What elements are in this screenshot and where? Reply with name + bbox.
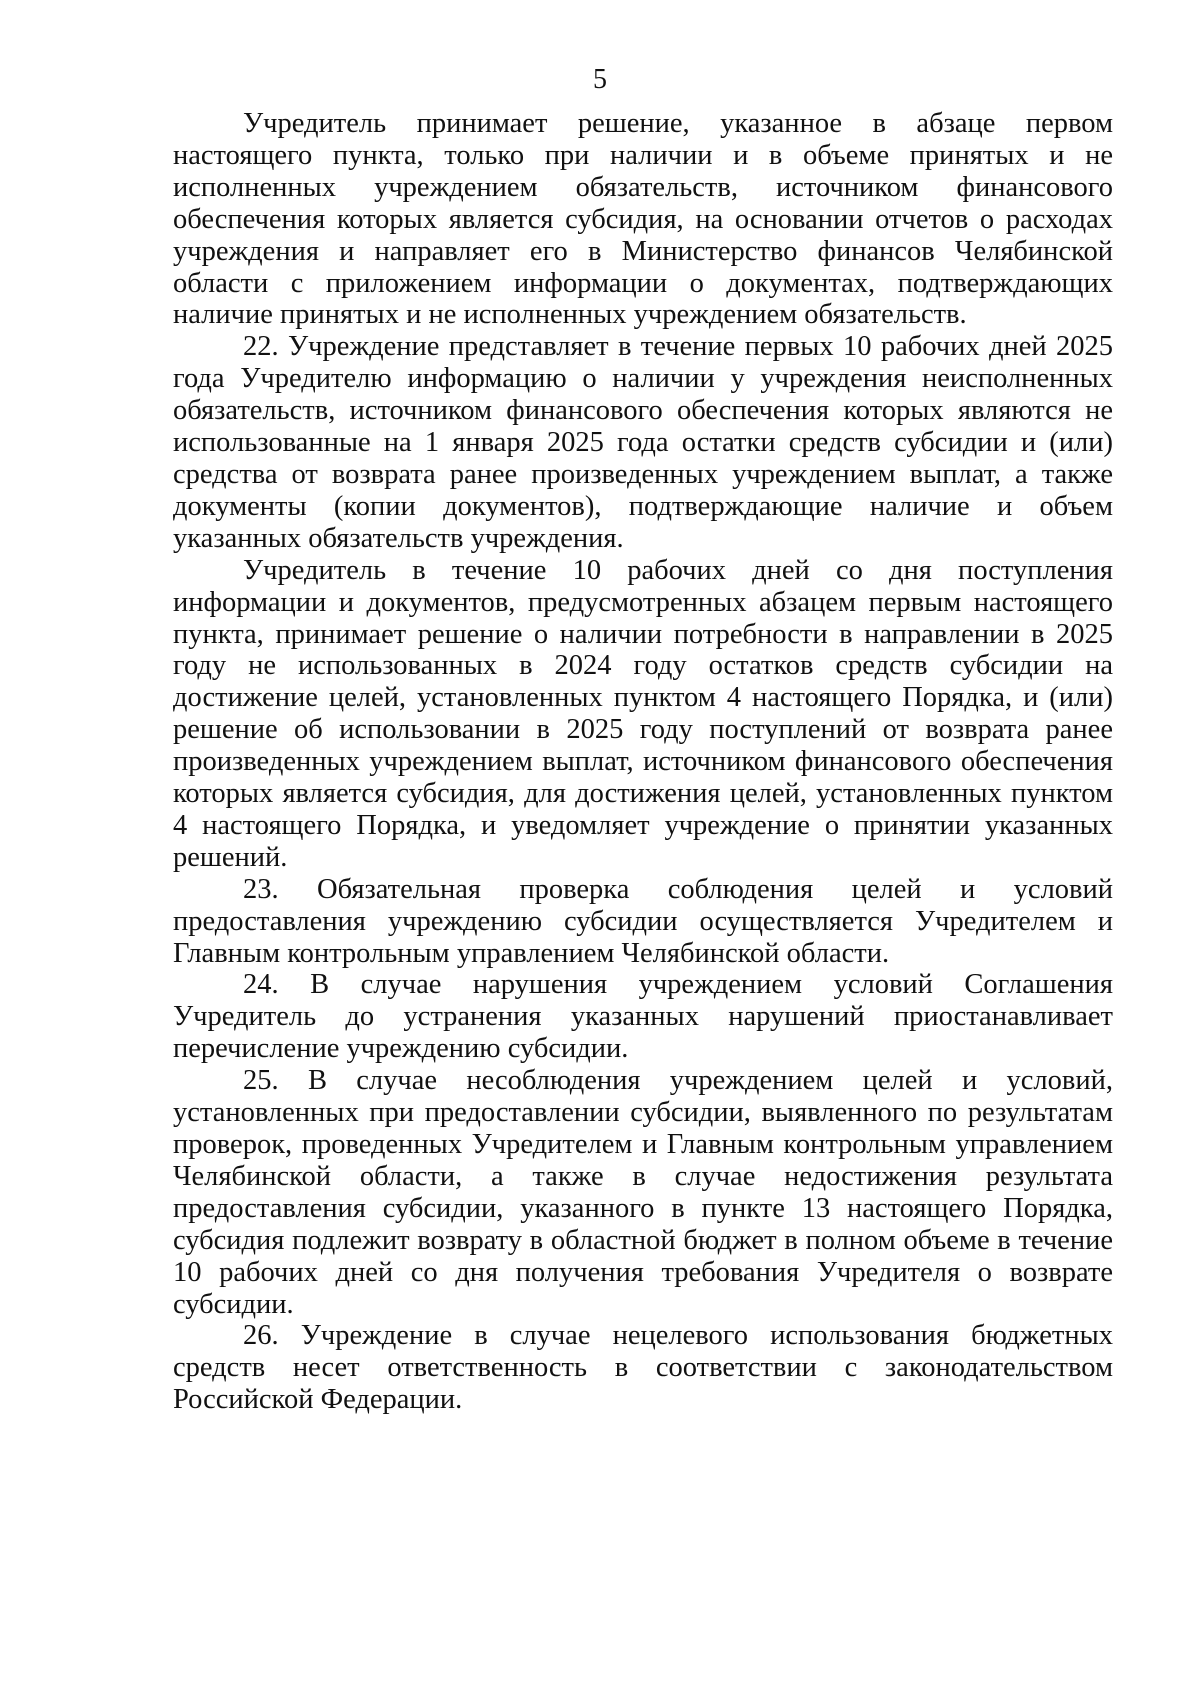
paragraph-founder-notification: Учредитель в течение 10 рабочих дней со дня поступления информации и документов, предусмотренных абзацем первым настоящего пункта, принимает решение о наличии потребности в направлении в 2025 году не использованных в 2024 году остатков средств субсидии на достижение целей, установленных пунктом 4 настоящего Порядка, и (или) решение об использовании в 2025 году поступлений от возврата ранее произведенных учреждением выплат, источником финансового обеспечения которых является субсидия, для достижения целей, установленных пунктом 4 настоящего Порядка, и уведомляет учреждение о принятии указанных решений. [173, 554, 1113, 873]
document-body [173, 108, 1113, 1416]
paragraph-item-26: 26. Учреждение в случае нецелевого использования бюджетных средств несет ответственность в соответствии с законодательством Российской Федерации. [173, 1320, 1113, 1416]
paragraph-founder-decision: Учредитель принимает решение, указанное в абзаце первом настоящего пункта, только при наличии и в объеме принятых и не исполненных учреждением обязательств, источником финансового обеспечения которых является субсидия, на основании отчетов о расходах учреждения и направляет его в Министерство финансов Челябинской области с приложением информации о документах, подтверждающих наличие принятых и не исполненных учреждением обязательств. [173, 108, 1113, 331]
paragraph-item-24: 24. В случае нарушения учреждением условий Соглашения Учредитель до устранения указанных нарушений приостанавливает перечисление учреждению субсидии. [173, 969, 1113, 1065]
paragraph-item-22: 22. Учреждение представляет в течение первых 10 рабочих дней 2025 года Учредителю информацию о наличии у учреждения неисполненных обязательств, источником финансового обеспечения которых являются не использованные на 1 января 2025 года остатки средств субсидии и (или) средства от возврата ранее произведенных учреждением выплат, а также документы (копии документов), подтверждающие наличие и объем указанных обязательств учреждения. [173, 331, 1113, 554]
page-number: 5 [593, 64, 607, 95]
paragraph-item-25: 25. В случае несоблюдения учреждением целей и условий, установленных при предоставлении субсидии, выявленного по результатам проверок, проведенных Учредителем и Главным контрольным управлением Челябинской области, а также в случае недостижения результата предоставления субсидии, указанного в пункте 13 настоящего Порядка, субсидия подлежит возврату в областной бюджет в полном объеме в течение 10 рабочих дней со дня получения требования Учредителя о возврате субсидии. [173, 1065, 1113, 1320]
paragraph-item-23: 23. Обязательная проверка соблюдения целей и условий предоставления учреждению субсидии осуществляется Учредителем и Главным контрольным управлением Челябинской области. [173, 873, 1113, 969]
